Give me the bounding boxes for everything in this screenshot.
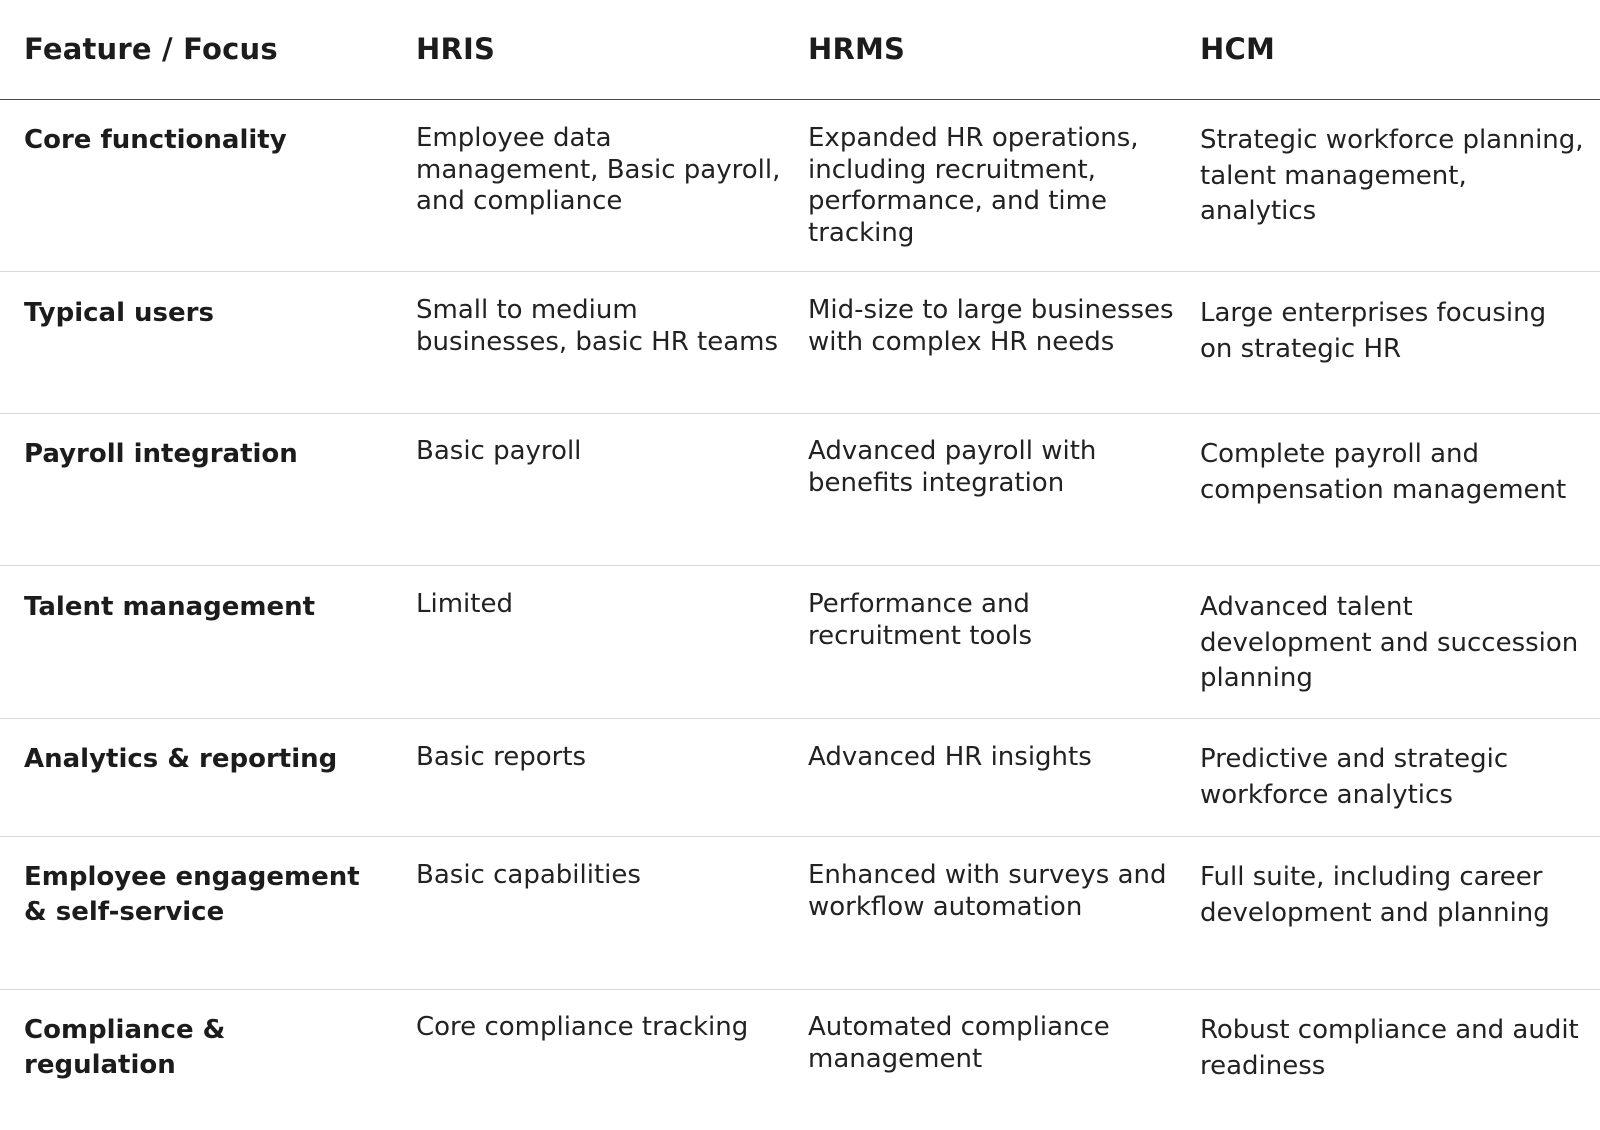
- hrms-cell: Advanced payroll with benefits integration: [808, 436, 1097, 498]
- table-row-employee-engagement: [0, 837, 1600, 990]
- hcm-cell: Full suite, including career development and planning: [1200, 862, 1550, 928]
- table-row-talent-management: [0, 566, 1600, 719]
- table-row-typical-users: [0, 272, 1600, 414]
- table-row-payroll-integration: [0, 414, 1600, 566]
- feature-cell: Typical users: [24, 298, 214, 328]
- feature-cell: Core functionality: [24, 125, 287, 155]
- header-hcm: HCM: [1200, 32, 1276, 66]
- hrms-cell: Performance and recruitment tools: [808, 589, 1033, 651]
- hrms-cell: Automated compliance management: [808, 1012, 1110, 1074]
- hris-cell: Employee data management, Basic payroll, and compliance: [416, 123, 781, 216]
- hris-cell: Basic payroll: [416, 436, 582, 466]
- hcm-cell: Complete payroll and compensation management: [1200, 439, 1567, 505]
- hris-cell: Basic reports: [416, 742, 587, 772]
- hcm-cell: Large enterprises focusing on strategic HR: [1200, 298, 1547, 364]
- hrms-cell: Enhanced with surveys and workflow automation: [808, 860, 1167, 922]
- hcm-cell: Strategic workforce planning, talent management, analytics: [1200, 125, 1584, 226]
- header-feature-focus: Feature / Focus: [24, 32, 278, 66]
- hris-cell: Basic capabilities: [416, 860, 641, 890]
- hrms-cell: Advanced HR insights: [808, 742, 1092, 772]
- hris-cell: Limited: [416, 589, 513, 619]
- hcm-cell: Predictive and strategic workforce analytics: [1200, 744, 1509, 810]
- feature-cell: Employee engagement & self-service: [24, 862, 360, 927]
- table-header-row: [0, 0, 1600, 100]
- feature-cell: Talent management: [24, 592, 316, 622]
- hcm-cell: Advanced talent development and succession planning: [1200, 592, 1579, 693]
- hrms-cell: Expanded HR operations, including recruitment, performance, and time tracking: [808, 123, 1139, 248]
- feature-cell: Compliance & regulation: [24, 1015, 226, 1080]
- hris-cell: Core compliance tracking: [416, 1012, 749, 1042]
- header-hris: HRIS: [416, 32, 496, 66]
- hcm-cell: Robust compliance and audit readiness: [1200, 1015, 1579, 1081]
- hris-cell: Small to medium businesses, basic HR teams: [416, 295, 779, 357]
- header-hrms: HRMS: [808, 32, 906, 66]
- feature-cell: Analytics & reporting: [24, 744, 338, 774]
- table-row-analytics-reporting: [0, 719, 1600, 837]
- table-row-core-functionality: [0, 100, 1600, 272]
- table-row-compliance-regulation: [0, 990, 1600, 1130]
- hrms-cell: Mid-size to large businesses with complex HR needs: [808, 295, 1174, 357]
- feature-cell: Payroll integration: [24, 439, 298, 469]
